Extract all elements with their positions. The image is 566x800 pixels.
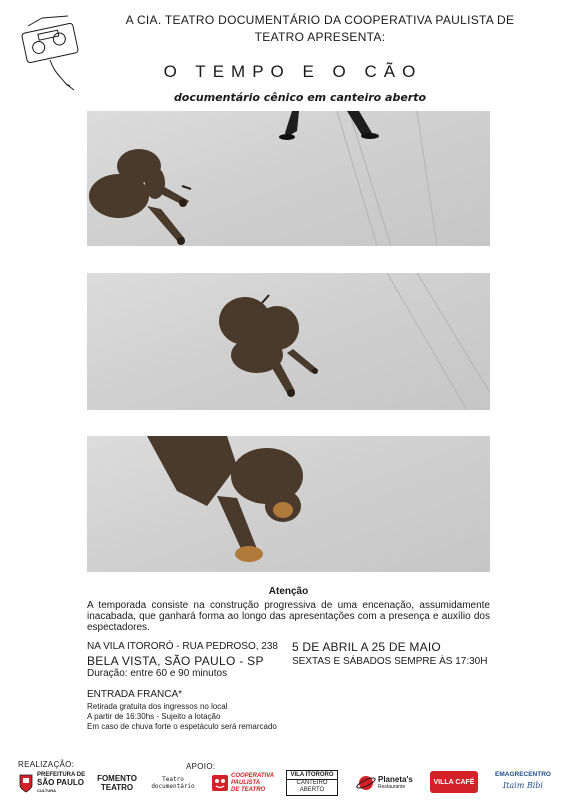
emagrecentro-line-1: EMAGRECENTRO <box>495 771 551 778</box>
admission-note: A partir de 16:30hs - Sujeito a lotação <box>87 712 221 721</box>
villa-cafe-logo <box>430 771 478 793</box>
company-logo <box>20 14 82 94</box>
fomento-line-2: TEATRO <box>100 783 134 792</box>
dog-lying-icon <box>219 297 318 397</box>
play-subtitle: documentário cênico em canteiro aberto <box>173 91 427 104</box>
fomento-teatro-logo <box>94 771 140 795</box>
cooperativa-line-3: DE TEATRO <box>231 786 266 793</box>
prefeitura-logo <box>18 771 88 795</box>
emagrecentro-line-2: Itaim Bibi <box>503 781 543 790</box>
dog-lying-photo-2 <box>87 273 490 410</box>
planet-icon <box>356 773 376 793</box>
planetas-line-1: Planeta's <box>378 775 413 784</box>
teatro-documentario-logo <box>150 774 196 792</box>
prefeitura-line-1: PREFEITURA DE <box>37 772 86 778</box>
dog-lying-photo-3 <box>87 436 490 572</box>
show-times: SEXTAS E SÁBADOS SEMPRE ÀS 17:30H <box>292 656 488 667</box>
vila-line-1: VILA ITORORÓ <box>287 772 337 780</box>
emagrecentro-logo <box>494 766 552 794</box>
admission-notes <box>87 702 277 732</box>
notice-body: A temporada consiste na construção progressiva de uma encenação, assumidamente inacabada, que ganhará forma ao longo das apresentações com a presença e auxílio dos espectadores. <box>87 600 490 633</box>
prefeitura-line-2: SÃO PAULO <box>37 778 84 787</box>
villa-cafe-text: VILLA CAFÉ <box>433 778 475 786</box>
planetas-line-2: Restaurante <box>378 784 406 790</box>
apoio-label: APOIO: <box>186 762 216 771</box>
presenter-line-2: TEATRO APRESENTA: <box>254 30 386 44</box>
cooperativa-logo <box>212 772 278 794</box>
presenter-line-1: A CIA. TEATRO DOCUMENTÁRIO DA COOPERATIVA PAULISTA DE <box>125 13 515 27</box>
admission-note: Retirada gratuita dos ingressos no local <box>87 702 228 711</box>
dog-lying-icon <box>89 149 189 245</box>
presenter-text <box>100 12 540 46</box>
teatro-doc-line-1: Teatro <box>162 776 184 783</box>
admission-note: Em caso de chuva forte o espetáculo será remarcado <box>87 722 277 731</box>
cooperativa-line-2: PAULISTA <box>231 779 261 786</box>
vila-line-2: CANTEIRO ABERTO <box>296 780 328 793</box>
planetas-logo <box>356 770 420 796</box>
radio-cassette-sketch-icon <box>20 14 82 94</box>
realizacao-label: REALIZAÇÃO: <box>18 760 75 769</box>
venue-address: NA VILA ITORORÓ - RUA PEDROSO, 238 <box>87 641 278 652</box>
fomento-line-1: FOMENTO <box>97 774 137 783</box>
season-dates: 5 DE ABRIL A 25 DE MAIO <box>292 640 441 654</box>
dog-sleeping-icon <box>147 436 303 554</box>
vila-itororo-logo <box>286 770 338 796</box>
play-title: O TEMPO E O CÃO <box>163 62 423 81</box>
admission-title: ENTRADA FRANCA* <box>87 689 183 700</box>
walking-legs-icon <box>279 111 379 140</box>
teatro-doc-line-2: documentário <box>151 783 195 790</box>
dog-lying-photo-1 <box>87 111 490 246</box>
prefeitura-line-3: CULTURA <box>37 788 57 793</box>
duration-text: Duração: entre 60 e 90 minutos <box>87 668 228 679</box>
notice-title: Atenção <box>268 586 309 597</box>
venue-city: BELA VISTA, SÃO PAULO - SP <box>87 654 264 668</box>
city-crest-icon <box>18 773 34 793</box>
masks-icon <box>212 775 228 791</box>
cooperativa-line-1: COOPERATIVA <box>231 772 275 779</box>
